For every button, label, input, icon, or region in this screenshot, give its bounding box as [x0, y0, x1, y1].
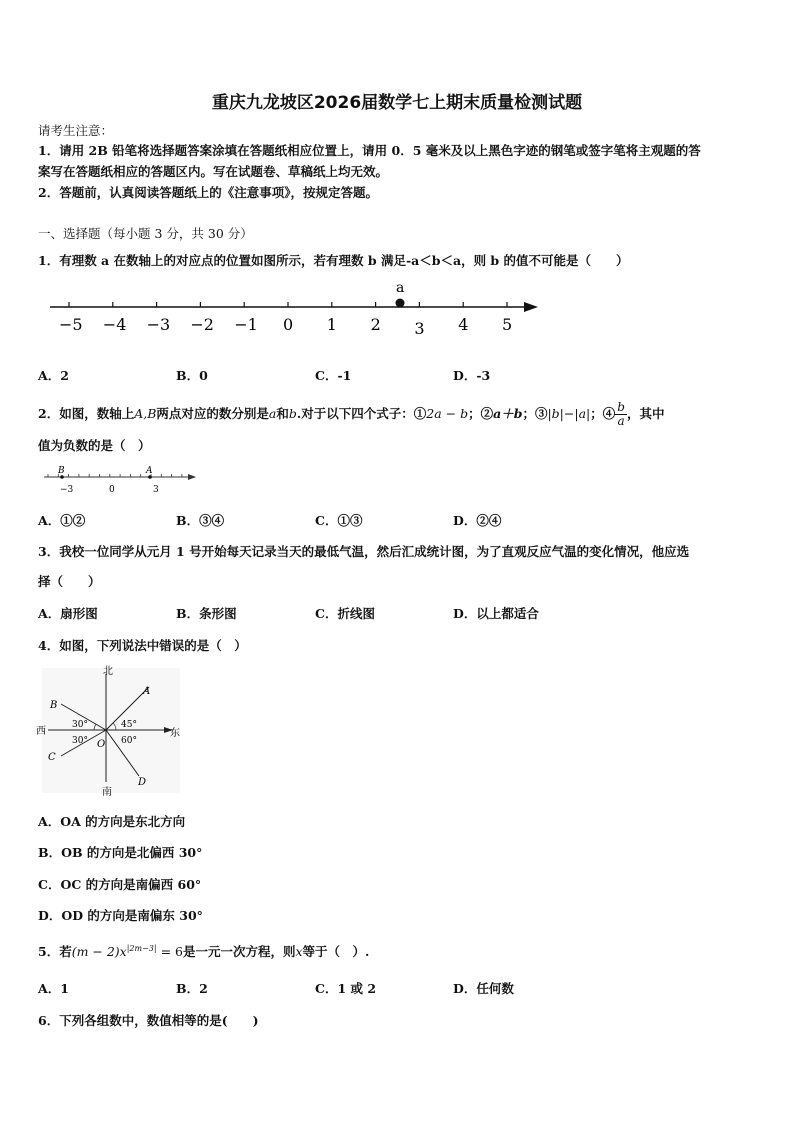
q1-tick-label: −2	[190, 315, 214, 334]
q2-tick-neg3: −3	[60, 485, 74, 495]
q2-tick-0: 0	[109, 485, 115, 495]
q4-point-a: A	[143, 686, 151, 697]
q4-point-b: B	[50, 700, 58, 711]
q1-option-d: D．-3	[453, 368, 491, 383]
q4-angle-2: 30°	[72, 736, 88, 746]
q1-text: 1．有理数 a 在数轴上的对应点的位置如图所示，若有理数 b 满足-a＜b＜a，则 b 的值不可能是（ ）	[38, 253, 629, 268]
q2-fraction: $\frac{b}{a}$	[617, 400, 625, 428]
q2-text: 2．如图，数轴上A,B两点对应的数分别是a和b.对于以下四个式子：①2a − b；②a＋b；③|b|−|a|；④ $\frac{b}{a}$ ，其中	[38, 400, 665, 428]
q4-south-label: 南	[102, 787, 112, 797]
q4-option-a: A．OA 的方向是东北方向	[38, 814, 186, 829]
q3-text-line1: 3．我校一位同学从元月 1 号开始每天记录当天的最低气温，然后汇成统计图，为了直观反应气温的变化情况，他应选	[38, 544, 690, 559]
q2-tick-3: 3	[153, 485, 159, 495]
q1-tick-label: 2	[370, 315, 381, 334]
q1-option-b: B．0	[176, 368, 208, 383]
q2-text-line2: 值为负数的是（ ）	[38, 438, 151, 453]
q2-label-a: A	[146, 466, 153, 476]
q6-text: 6．下列各组数中，数值相等的是( )	[38, 1013, 259, 1028]
q5-option-c: C．1 或 2	[315, 981, 377, 996]
q2-label-b: B	[58, 466, 65, 476]
q3-option-a: A．扇形图	[38, 606, 98, 621]
q1-tick-label: 5	[502, 315, 513, 334]
q1-tick-label: −4	[102, 315, 127, 334]
q1-number-line	[40, 278, 550, 340]
q2-option-d: D．②④	[453, 513, 502, 528]
q1-tick-label: 3	[414, 319, 425, 338]
q2-number-line	[40, 463, 200, 495]
section-heading: 一、选择题（每小题 3 分，共 30 分）	[38, 226, 253, 241]
notice-line-1b: 案写在答题纸相应的答题区内。写在试题卷、草稿纸上均无效。	[38, 164, 389, 179]
q4-angle-3: 45°	[121, 720, 137, 730]
q1-tick-label: 4	[458, 315, 469, 334]
q1-tick-label: −3	[146, 315, 171, 334]
q4-angle-4: 60°	[121, 736, 137, 746]
q4-point-d: D	[138, 777, 147, 788]
q4-option-d: D．OD 的方向是南偏东 30°	[38, 908, 203, 923]
q5-option-b: B．2	[176, 981, 208, 996]
q3-option-b: B．条形图	[176, 606, 237, 621]
q1-point-label: a	[396, 280, 405, 296]
q4-east-label: 东	[170, 728, 180, 739]
q4-angle-1: 30°	[72, 720, 88, 730]
q1-option-c: C．-1	[315, 368, 352, 383]
q1-point-a	[396, 299, 405, 308]
q2-option-a: A．①②	[38, 513, 86, 528]
q1-tick-label: −5	[59, 315, 83, 334]
q5-option-a: A．1	[38, 981, 69, 996]
q3-option-c: C．折线图	[315, 606, 375, 621]
q4-point-o: O	[97, 739, 106, 750]
notice-line-2: 2．答题前，认真阅读答题纸上的《注意事项》，按规定答题。	[38, 185, 378, 200]
q4-text: 4．如图，下列说法中错误的是（ ）	[38, 638, 247, 653]
q3-option-d: D．以上都适合	[453, 606, 539, 621]
q4-west-label: 西	[36, 726, 46, 737]
q4-point-c: C	[48, 752, 56, 763]
q2-option-c: C．①③	[315, 513, 363, 528]
q5-option-d: D．任何数	[453, 981, 514, 996]
q2-option-b: B．③④	[176, 513, 225, 528]
q1-tick-label: 1	[326, 315, 337, 334]
q3-text-line2: 择（ ）	[38, 574, 101, 589]
page-title: 重庆九龙坡区2026届数学七上期末质量检测试题	[211, 93, 583, 113]
q4-option-b: B．OB 的方向是北偏西 30°	[38, 845, 203, 860]
notice-heading: 请考生注意：	[38, 123, 114, 138]
q5-text: 5．若$(m - 2)x^{|2m-3|} = 6$是一元一次方程，则x等于（ ）.	[38, 943, 370, 959]
q1-tick-label: −1	[234, 315, 258, 334]
q4-option-c: C．OC 的方向是南偏西 60°	[38, 877, 202, 892]
q1-option-a: A．2	[38, 368, 69, 383]
q4-compass-figure	[36, 662, 186, 797]
notice-line-1a: 1．请用 2B 铅笔将选择题答案涂填在答题纸相应位置上，请用 0．5 毫米及以上黑色字迹的钢笔或签字笔将主观题的答	[38, 143, 701, 158]
q4-north-label: 北	[103, 666, 113, 677]
q1-tick-label: 0	[283, 315, 294, 334]
